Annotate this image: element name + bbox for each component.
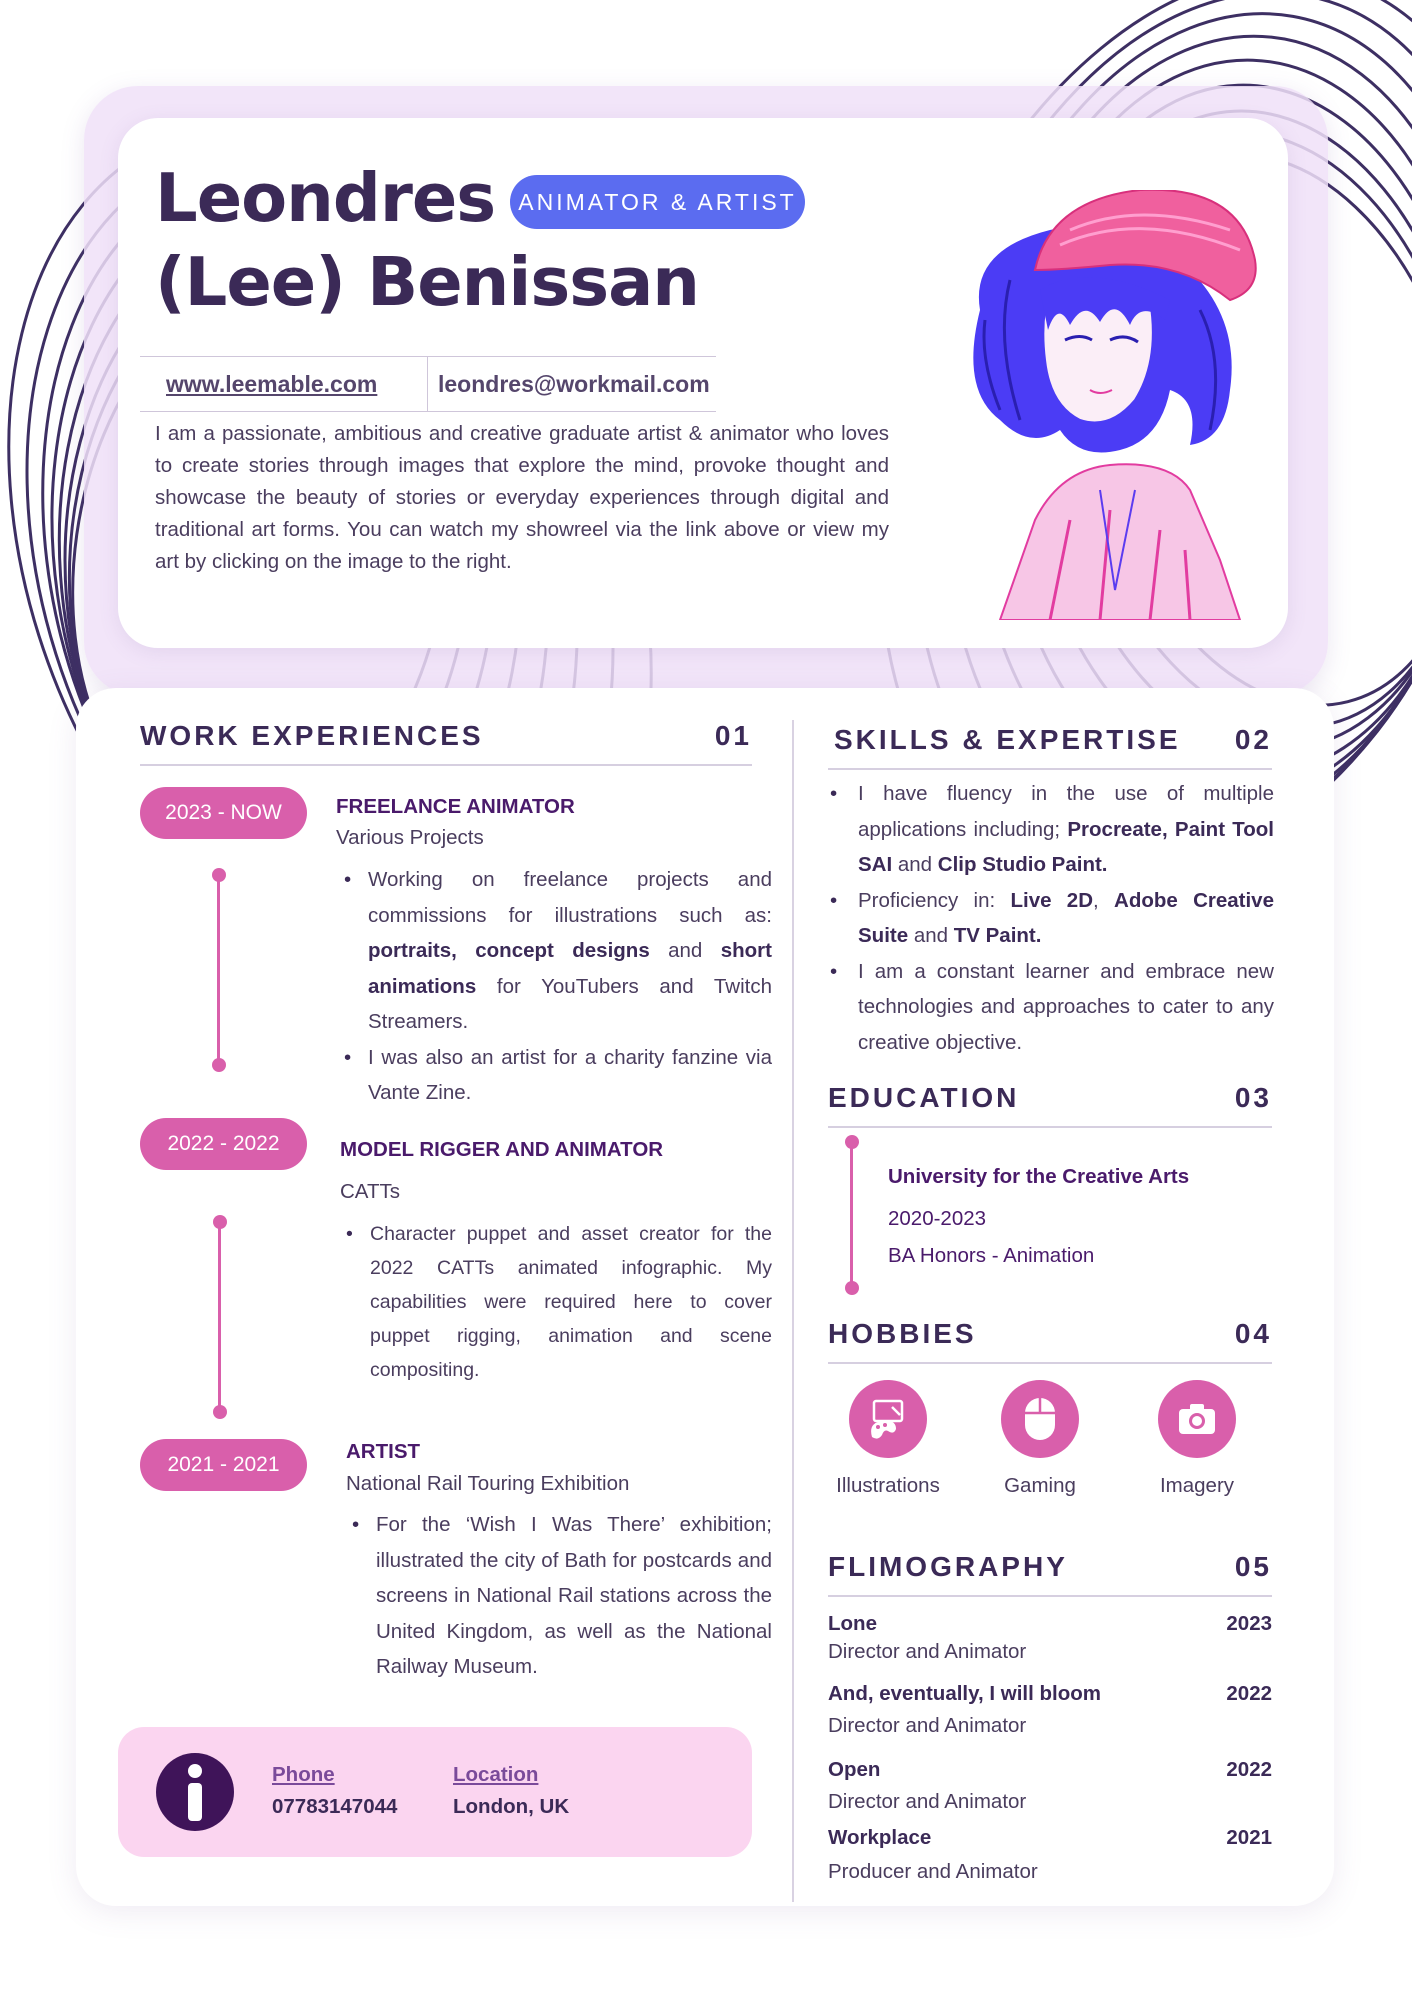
contact-row	[140, 356, 716, 412]
education-school: University for the Creative Arts	[888, 1165, 1190, 1188]
hobbies-section-header	[828, 1318, 1272, 1364]
palette-icon	[849, 1380, 927, 1458]
job-period-badge: 2021 - 2021	[140, 1439, 307, 1491]
job-bullet: • Character puppet and asset creator for the 2022 CATTs animated infographic. My capabilities were required here to cover puppet rigging, animation and scene compositing.	[342, 1217, 772, 1387]
column-divider	[792, 720, 794, 1902]
skill-item: • Proficiency in: Live 2D, Adobe Creative Suite and TV Paint.	[826, 883, 1274, 954]
role-badge: ANIMATOR & ARTIST	[510, 175, 805, 229]
hobbies-section-number: 04	[1234, 1318, 1272, 1349]
phone-label: Phone	[272, 1763, 335, 1786]
film-role: Director and Animator	[828, 1640, 1027, 1663]
bio-text: I am a passionate, ambitious and creative graduate artist & animator who loves to create stories through images that explore the mind, provoke thought and showcase the beauty of stories or everyday experiences through digital and traditional art forms. You can watch my showreel via the link above or view my art by clicking on the image to the right.	[155, 422, 889, 573]
mouse-icon	[1001, 1380, 1079, 1458]
contact-info-box	[118, 1727, 752, 1857]
filmography-section-title: FLIMOGRAPHY	[828, 1551, 1068, 1582]
job-period-badge: 2022 - 2022	[140, 1118, 307, 1170]
info-glyph	[180, 1763, 210, 1821]
skill-item: • I am a constant learner and embrace new technologies and approaches to cater to any creative objective.	[826, 954, 1274, 1061]
education-years: 2020-2023	[888, 1207, 987, 1230]
website-link[interactable]: www.leemable.com	[140, 357, 428, 411]
hobby-imagery	[1127, 1380, 1267, 1498]
filmography-section-number: 05	[1234, 1551, 1272, 1582]
hobby-gaming	[970, 1380, 1110, 1498]
job-title: FREELANCE ANIMATOR	[336, 795, 575, 818]
skills-section-header	[828, 724, 1272, 770]
job-bullets	[340, 862, 772, 1111]
job-bullet: • For the ‘Wish I Was There’ exhibition; illustrated the city of Bath for postcards and screens in National Rail stations across the United Kingdom, as well as the National Railway Museum.	[348, 1507, 772, 1685]
timeline-dot	[845, 1281, 859, 1295]
location-label: Location	[453, 1763, 539, 1786]
film-entry	[828, 1758, 1272, 1814]
timeline-line	[217, 875, 220, 1065]
film-year: 2023	[1226, 1612, 1272, 1635]
skills-section-title: SKILLS & EXPERTISE	[834, 724, 1181, 755]
job-bullet: • I was also an artist for a charity fanzine via Vante Zine.	[340, 1040, 772, 1111]
job-subtitle: National Rail Touring Exhibition	[346, 1472, 630, 1495]
hobbies-section-title: HOBBIES	[828, 1318, 977, 1349]
job-bullets	[342, 1217, 772, 1387]
timeline-dot	[212, 1058, 226, 1072]
education-section-title: EDUCATION	[828, 1082, 1020, 1113]
phone-value[interactable]: 07783147044	[272, 1795, 398, 1818]
job-title: MODEL RIGGER AND ANIMATOR	[340, 1138, 664, 1161]
info-icon	[156, 1753, 234, 1831]
film-year: 2021	[1226, 1826, 1272, 1849]
work-section-number: 01	[714, 720, 752, 751]
email-link[interactable]: leondres@workmail.com	[438, 370, 710, 397]
hobby-label: Illustrations	[836, 1474, 940, 1497]
skills-list	[826, 776, 1274, 1060]
film-entry	[828, 1682, 1272, 1738]
film-title: And, eventually, I will bloom	[828, 1682, 1101, 1705]
education-section-number: 03	[1234, 1082, 1272, 1113]
hobby-label: Gaming	[1004, 1474, 1076, 1497]
filmography-section-header	[828, 1551, 1272, 1597]
name-line-2: (Lee) Benissan	[155, 243, 699, 321]
work-section-header	[140, 720, 752, 766]
camera-icon	[1158, 1380, 1236, 1458]
hobby-label: Imagery	[1159, 1474, 1235, 1497]
film-title: Workplace	[828, 1826, 932, 1849]
job-bullets	[348, 1507, 772, 1685]
education-degree: BA Honors - Animation	[888, 1244, 1095, 1267]
film-role: Producer and Animator	[828, 1860, 1038, 1883]
film-role: Director and Animator	[828, 1714, 1027, 1737]
film-entry	[828, 1612, 1272, 1664]
education-section-header	[828, 1082, 1272, 1128]
timeline-dot	[213, 1405, 227, 1419]
film-title: Open	[828, 1758, 881, 1781]
timeline-line	[850, 1142, 853, 1288]
work-section-title: WORK EXPERIENCES	[140, 720, 484, 751]
portrait-illustration[interactable]	[940, 190, 1270, 620]
film-role: Director and Animator	[828, 1790, 1027, 1813]
film-year: 2022	[1226, 1758, 1272, 1781]
film-year: 2022	[1226, 1682, 1272, 1705]
hobby-illustrations	[818, 1380, 958, 1498]
timeline-line	[218, 1222, 221, 1412]
job-bullet: • Working on freelance projects and commissions for illustrations such as: portraits, concept designs and short animations for YouTubers and Twitch Streamers.	[340, 862, 772, 1040]
job-title: ARTIST	[346, 1440, 421, 1463]
job-subtitle: Various Projects	[336, 826, 484, 849]
skill-item: • I have fluency in the use of multiple applications including; Procreate, Paint Tool SAI and Clip Studio Paint.	[826, 776, 1274, 883]
film-entry	[828, 1826, 1272, 1884]
job-subtitle: CATTs	[340, 1180, 400, 1203]
location-value: London, UK	[453, 1795, 570, 1818]
film-title: Lone	[828, 1612, 877, 1635]
skills-section-number: 02	[1234, 724, 1272, 755]
job-period-badge: 2023 - NOW	[140, 787, 307, 839]
name-line-1: Leondres	[155, 159, 496, 237]
